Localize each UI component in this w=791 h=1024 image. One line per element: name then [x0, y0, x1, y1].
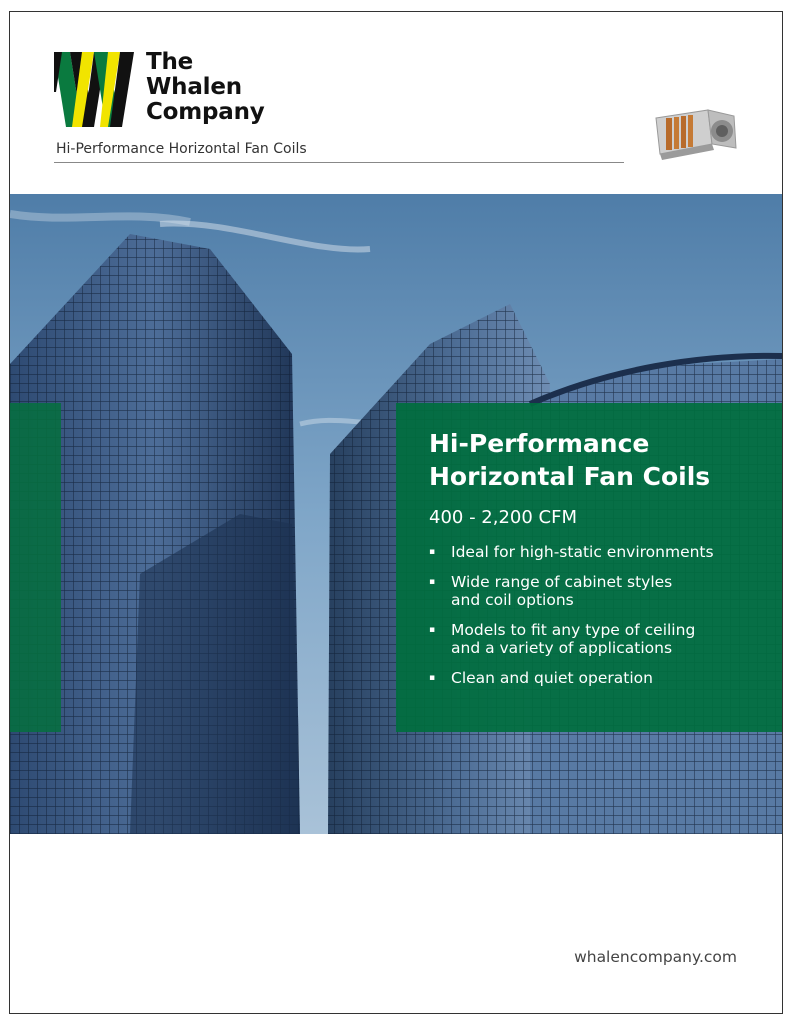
panel-title	[429, 427, 764, 493]
feature-text: and coil options	[451, 591, 574, 609]
feature-text: ▪ Wide range of cabinet styles	[451, 573, 673, 591]
company-name	[146, 50, 265, 125]
feature-text: ▪ Models to fit any type of ceiling	[451, 621, 696, 639]
company-name-line: Whalen	[146, 74, 242, 100]
whalen-w-logo	[54, 52, 134, 127]
panel-title-line: Horizontal Fan Coils	[429, 462, 711, 491]
feature-item	[429, 543, 764, 561]
company-name-line: Company	[146, 99, 265, 125]
cfm-range: 400 - 2,200 CFM	[429, 507, 577, 528]
website-link[interactable]: whalencompany.com	[574, 948, 737, 966]
header-divider	[54, 162, 624, 163]
feature-item	[429, 621, 764, 657]
feature-panel	[396, 403, 783, 732]
panel-title-line: Hi-Performance	[429, 429, 650, 458]
brochure-page	[9, 11, 783, 1014]
header-subtitle: Hi-Performance Horizontal Fan Coils	[56, 141, 307, 157]
feature-list	[429, 543, 764, 687]
company-name-line: The	[146, 49, 194, 75]
fan-coil-unit-image	[650, 104, 742, 164]
feature-text: ▪ Ideal for high-static environments	[451, 543, 714, 561]
accent-band	[10, 403, 61, 732]
feature-text: and a variety of applications	[451, 639, 673, 657]
feature-item	[429, 669, 764, 687]
feature-text: ▪ Clean and quiet operation	[451, 669, 653, 687]
feature-item	[429, 573, 764, 609]
